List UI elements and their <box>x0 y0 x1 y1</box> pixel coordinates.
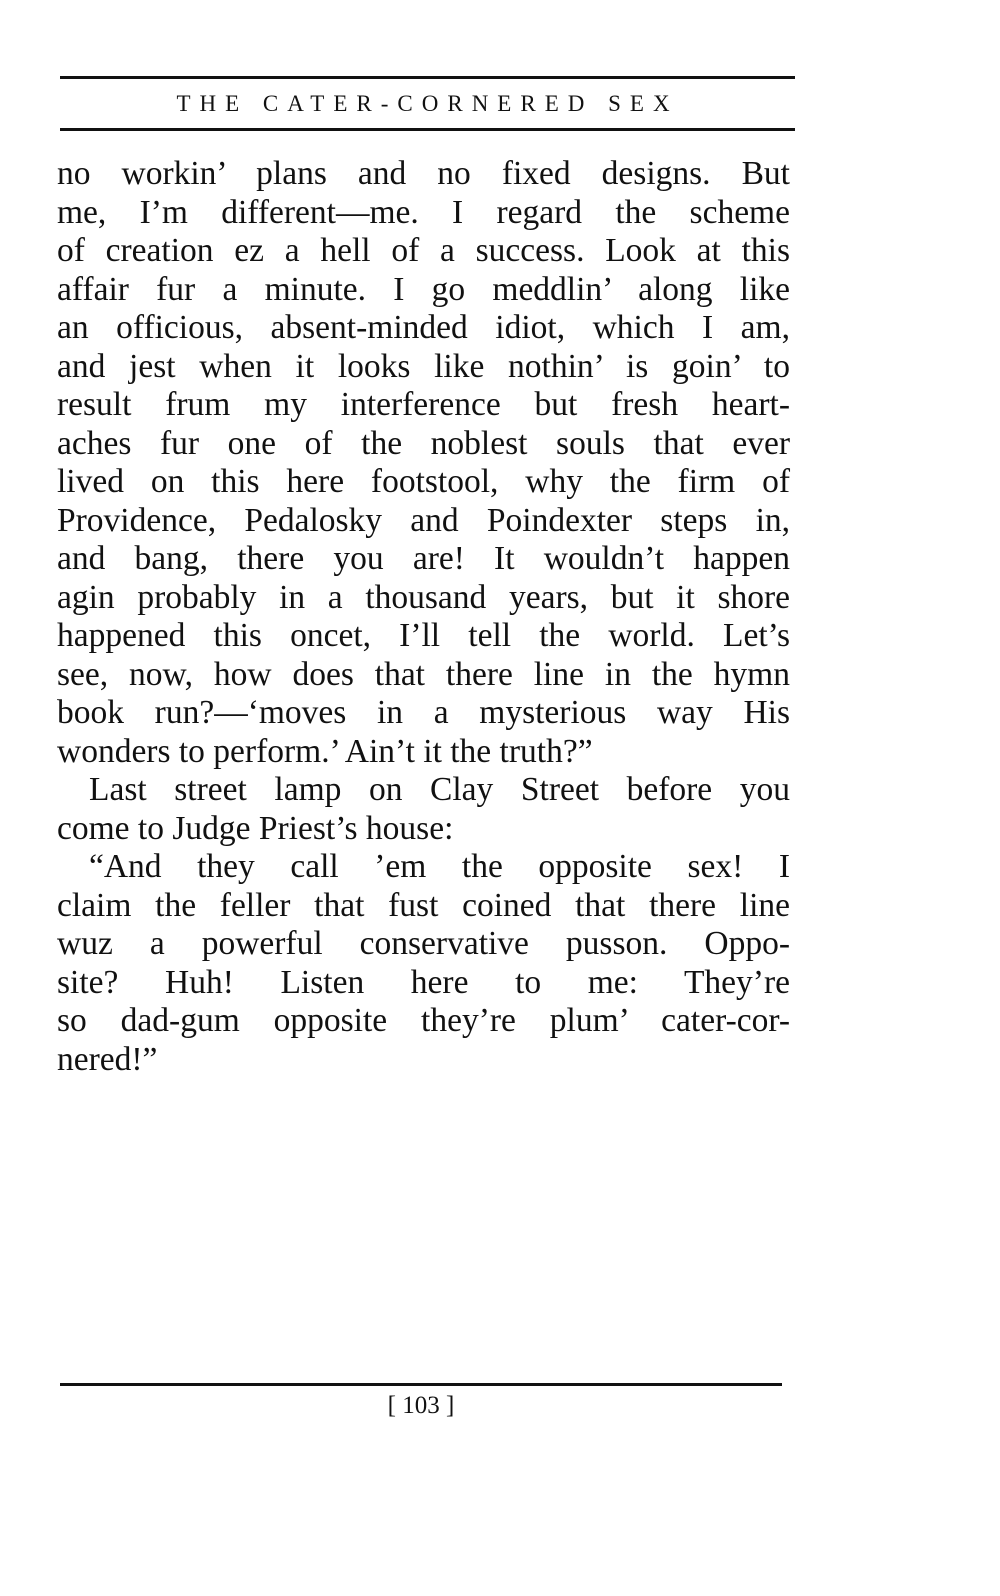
text-line: agin probably in a thousand years, but it shore <box>57 578 790 616</box>
text-line: nered!” <box>57 1040 158 1078</box>
text-line: me, I’m different—me. I regard the scheme <box>57 193 790 231</box>
text-line: “And they call ’em the opposite sex! I <box>89 848 790 885</box>
text-line: no workin’ plans and no fixed designs. But <box>57 155 790 192</box>
page-number: [ 103 ] <box>387 1392 455 1419</box>
text-line: come to Judge Priest’s house: <box>57 809 454 847</box>
running-head: THE CATER-CORNERED SEX <box>176 91 679 116</box>
header-bottom-rule <box>60 128 795 131</box>
text-line: and jest when it looks like nothin’ is goin’ to <box>57 347 790 385</box>
text-line: an officious, absent-minded idiot, which I am, <box>57 309 790 346</box>
text-line: result frum my interference but fresh heart- <box>57 386 790 423</box>
header-top-rule <box>60 76 795 79</box>
text-line: so dad-gum opposite they’re plum’ cater-cor- <box>57 1002 790 1039</box>
text-line: happened this oncet, I’ll tell the world. Let’s <box>57 617 790 654</box>
text-line: affair fur a minute. I go meddlin’ along like <box>57 270 790 308</box>
text-line: wuz a powerful conservative pusson. Oppo- <box>57 925 790 962</box>
text-line: lived on this here footstool, why the firm of <box>57 463 790 500</box>
text-line: Providence, Pedalosky and Poindexter steps in, <box>57 501 790 539</box>
text-line: aches fur one of the noblest souls that ever <box>57 424 790 462</box>
text-line: Last street lamp on Clay Street before you <box>89 771 790 808</box>
text-line: of creation ez a hell of a success. Look at this <box>57 232 790 269</box>
text-line: and bang, there you are! It wouldn’t happen <box>57 540 790 577</box>
text-line: book run?—‘moves in a mysterious way His <box>57 694 790 731</box>
text-line: site? Huh! Listen here to me: They’re <box>57 963 790 1001</box>
text-line: wonders to perform.’ Ain’t it the truth?” <box>57 732 593 770</box>
body-text <box>57 155 790 1079</box>
text-line: see, now, how does that there line in the hymn <box>57 655 790 693</box>
footer-rule <box>60 1383 782 1386</box>
text-line: claim the feller that fust coined that there line <box>57 886 790 924</box>
